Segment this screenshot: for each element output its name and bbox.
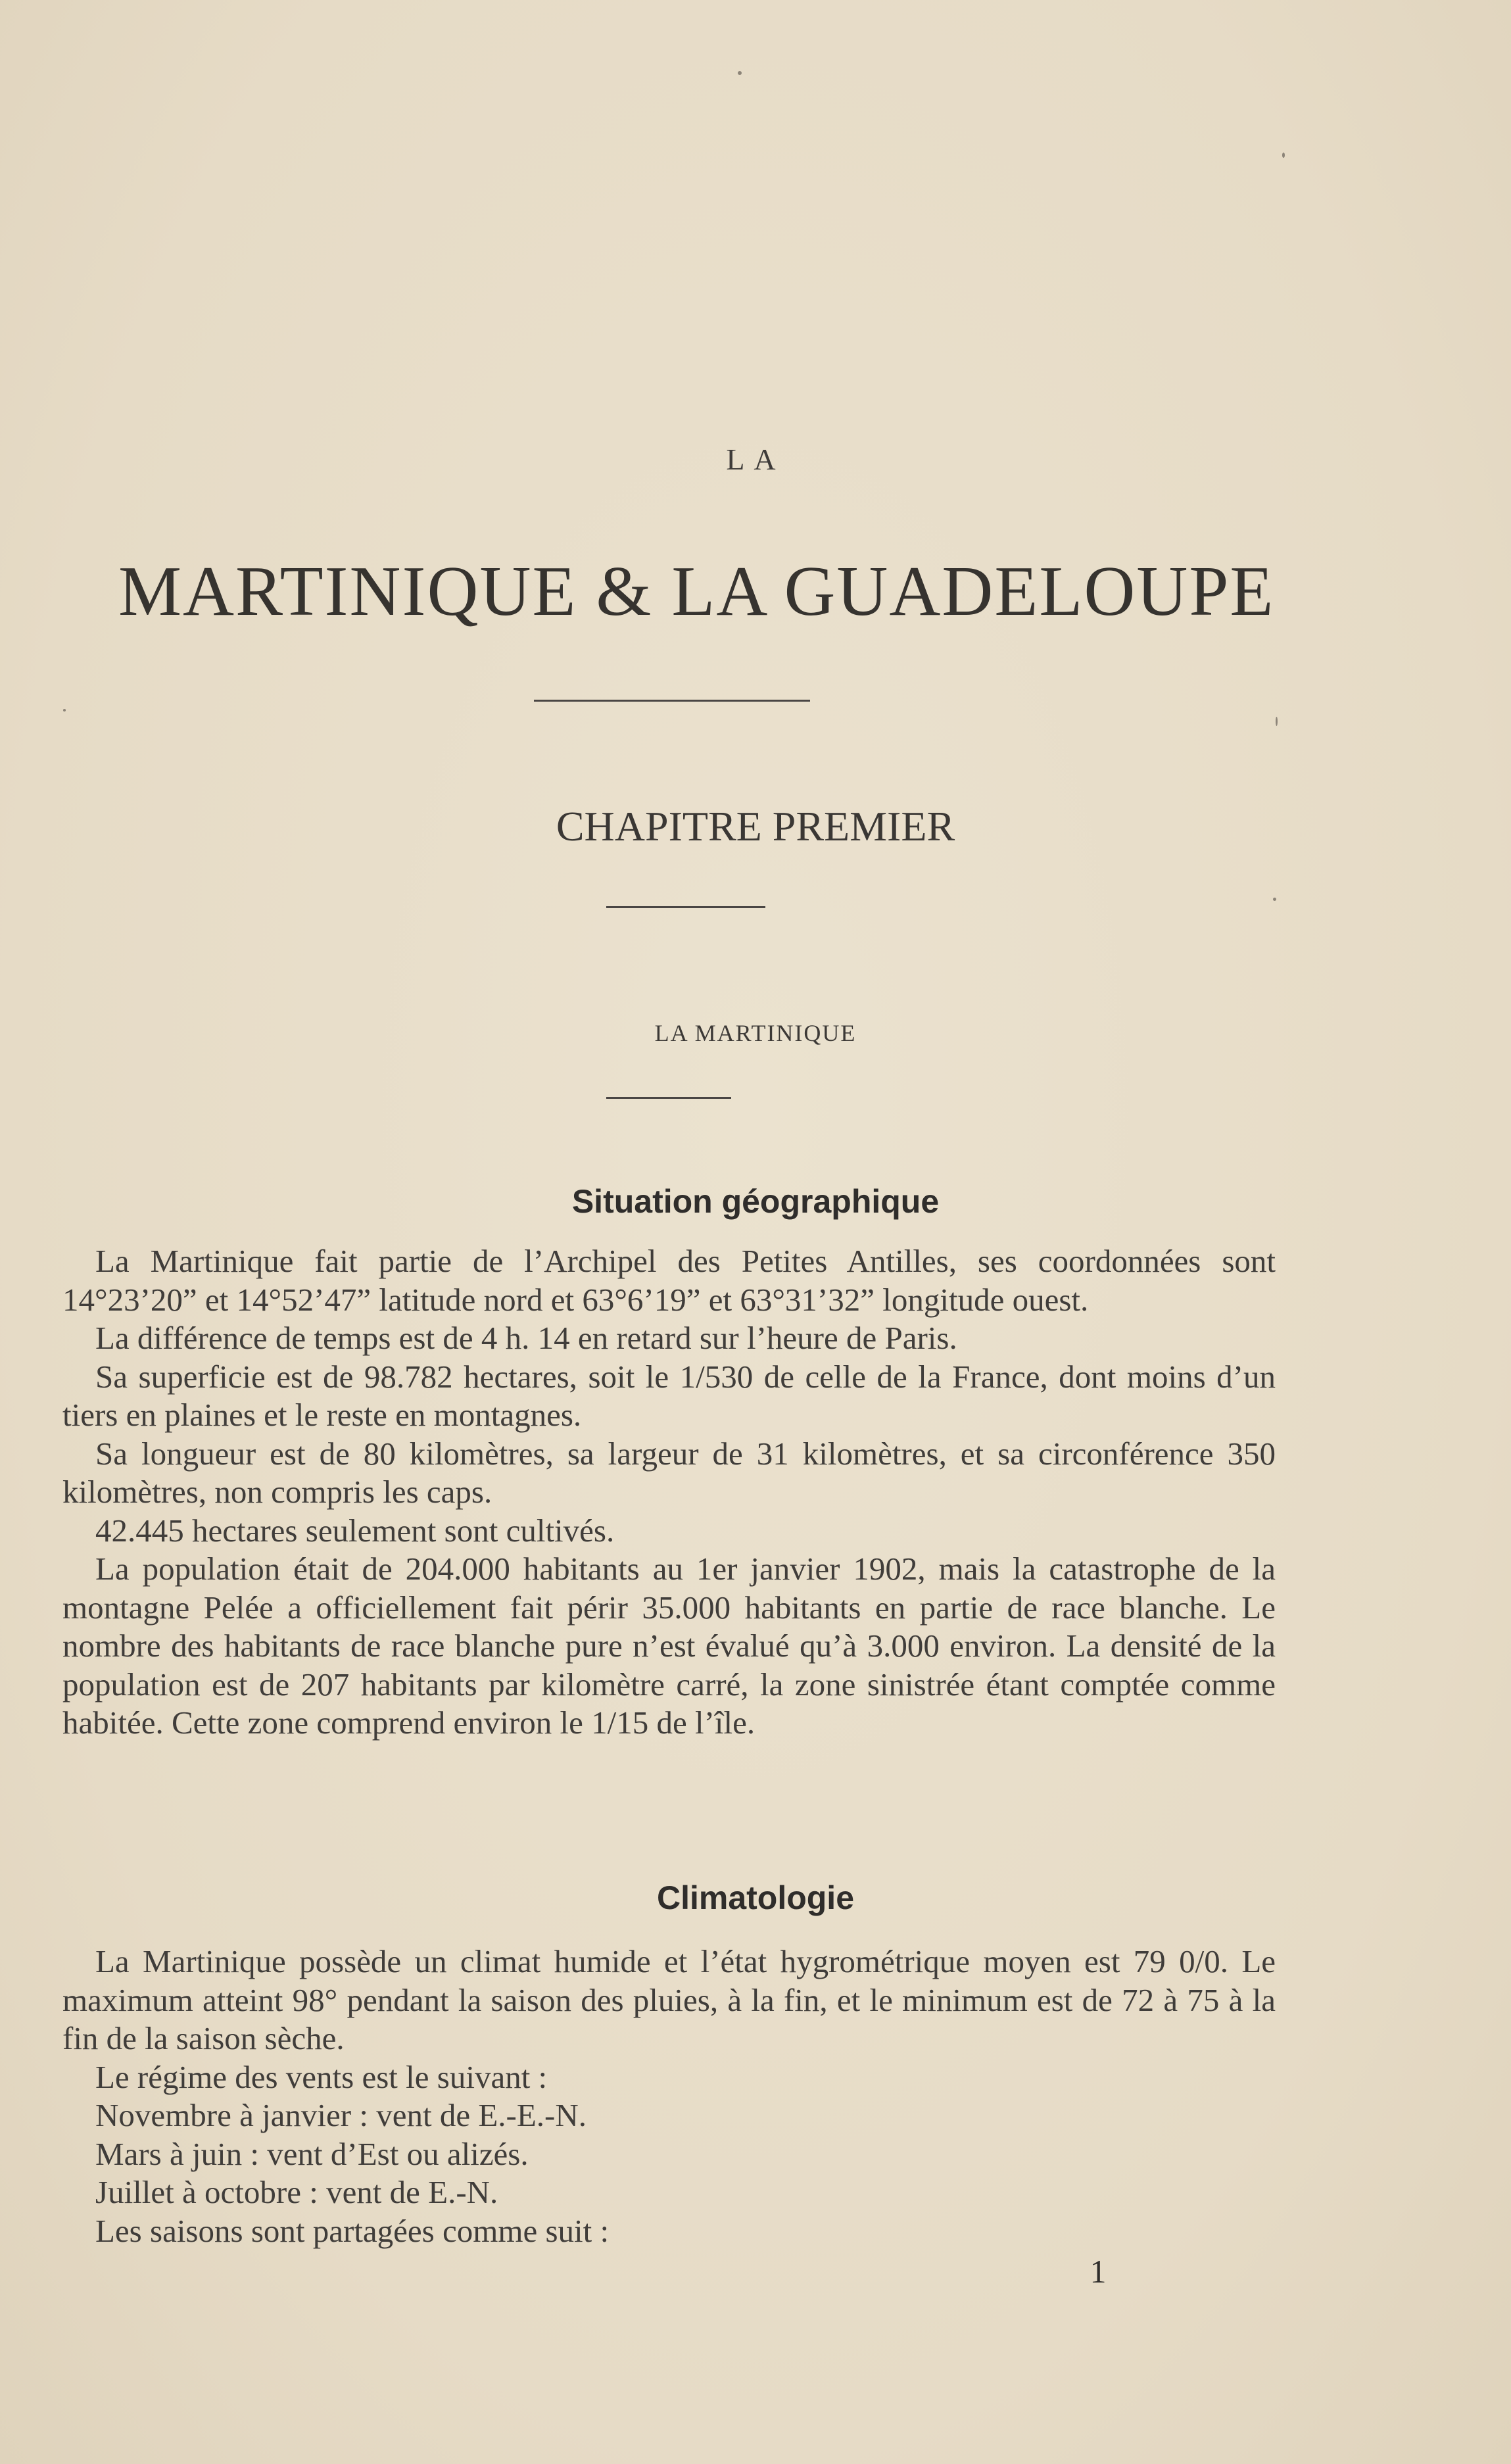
paragraph: Le régime des vents est le suivant : [95,2058,548,2095]
paragraph: Mars à juin : vent d’Est ou alizés. [95,2135,529,2172]
chapter-rule [606,906,765,908]
paper-speck [1273,898,1276,901]
chapter-title: CHAPITRE PREMIER [556,803,955,850]
small-title: LA [726,443,785,476]
section-body-climatologie [62,1943,1276,2250]
section-heading-situation: Situation géographique [571,1183,940,1220]
paragraph: 42.445 hectares seulement sont cultivés. [95,1512,615,1549]
paper-speck [1276,717,1278,726]
paragraph: La Martinique fait partie de l’Archipel des Petites Antilles, ses coordonnées sont 14°23’20” et 14°52’47” latitude nord et 63°6’19” et 63°31’32” longitude ouest. [62,1243,1276,1318]
paper-speck [1282,153,1285,158]
page-number: 1 [1090,2253,1107,2290]
paragraph: Les saisons sont partagées comme suit : [95,2212,610,2249]
paragraph: La population était de 204.000 habitants au 1er janvier 1902, mais la catastrophe de la montagne Pelée a officiellement fait périr 35.000 habitants en partie de race blanche. Le nombre des habitants de race blanche pure n’est évalué qu’à 3.000 environ. La densité de la population est de 207 habitants par kilomètre carré, la zone sinistrée étant comptée comme habitée. Cette zone comprend environ le 1/15 de l’île. [62,1551,1276,1741]
paper-speck [63,709,66,712]
paragraph: Sa superficie est de 98.782 hectares, soit le 1/530 de celle de la France, dont moins d’un tiers en plaines et le reste en montagnes. [62,1358,1276,1433]
paragraph: La Martinique possède un climat humide et l’état hygrométrique moyen est 79 0/0. Le maximum atteint 98° pendant la saison des pluies, à la fin, et le minimum est de 72 à 75 à la fin de la saison sèche. [62,1943,1276,2056]
section-heading-climatologie: Climatologie [656,1879,855,1916]
main-title: MARTINIQUE & LA GUADELOUPE [118,552,1275,631]
paper-speck [738,71,742,75]
paragraph: Juillet à octobre : vent de E.-N. [95,2174,498,2210]
title-rule [534,700,810,702]
paragraph: Novembre à janvier : vent de E.-E.-N. [95,2097,587,2133]
paragraph: La différence de temps est de 4 h. 14 en retard sur l’heure de Paris. [95,1320,957,1356]
paragraph: Sa longueur est de 80 kilomètres, sa largeur de 31 kilomètres, et sa circonférence 350 kilomètres, non compris les caps. [62,1435,1276,1510]
subsection-title: LA MARTINIQUE [654,1020,857,1046]
section-body-situation [62,1242,1276,1743]
subsection-rule [606,1097,731,1099]
